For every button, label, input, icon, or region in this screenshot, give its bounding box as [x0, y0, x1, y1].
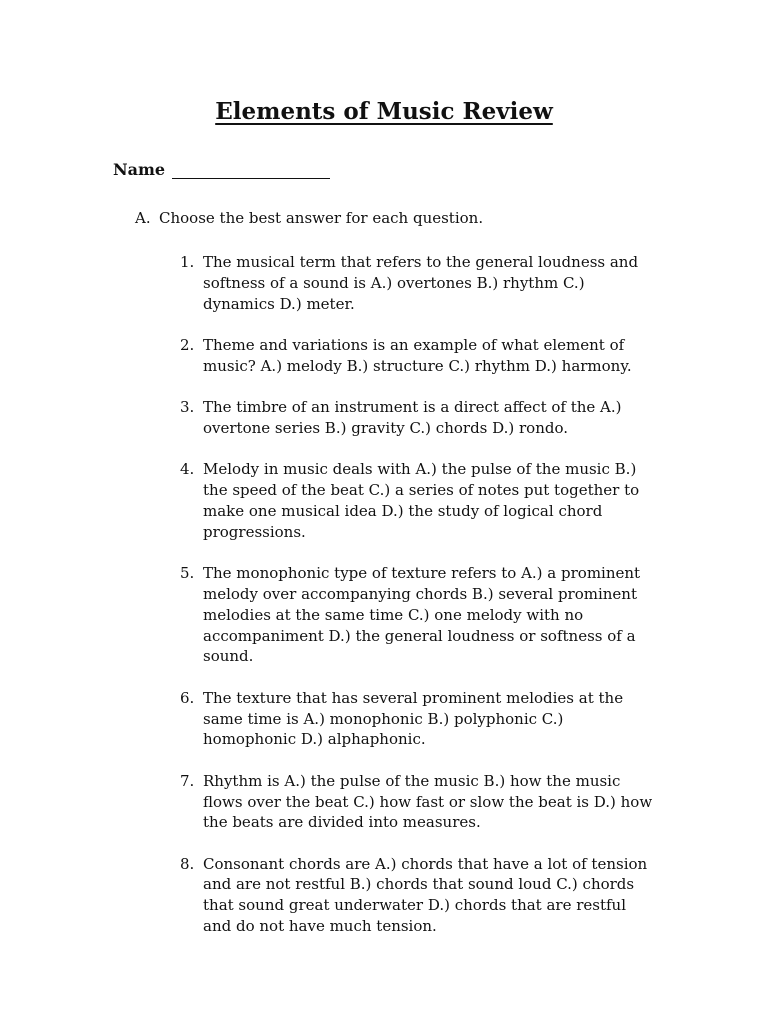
question-item [180, 563, 655, 667]
question-text: The timbre of an instrument is a direct affect of the A.) overtone series B.) gravity C.) chords D.) rondo. [203, 398, 622, 437]
page-title: Elements of Music Review [215, 98, 553, 125]
question-item [180, 397, 655, 439]
question-text: Theme and variations is an example of what element of music? A.) melody B.) structure C.) rhythm D.) harmony. [203, 335, 632, 375]
question-item [180, 854, 655, 937]
question-list [180, 252, 655, 957]
name-label: Name [113, 160, 166, 179]
question-number: 5. [180, 564, 195, 583]
question-text: The texture that has several prominent melodies at the same time is A.) monophonic B.) polyphonic C.) homophonic D.) alphaphonic. [203, 688, 624, 749]
question-number: 7. [180, 771, 195, 790]
question-text: The monophonic type of texture refers to A.) a prominent melody over accompanying chords B.) several prominent melodies at the same time C.) one melody with no accompaniment D.) the general loudness or softness of a sound. [203, 564, 641, 666]
question-number: 4. [180, 460, 195, 479]
question-text: Melody in music deals with A.) the pulse of the music B.) the speed of the beat C.) a series of notes put together to make one musical idea D.) the study of logical chord progressions. [203, 460, 640, 541]
question-number: 2. [180, 335, 195, 354]
name-field-row [113, 160, 330, 179]
question-item [180, 335, 655, 377]
question-item [180, 688, 655, 750]
section-instruction: Choose the best answer for each question. [159, 209, 484, 227]
question-text: Consonant chords are A.) chords that have a lot of tension and are not restful B.) chords that sound loud C.) chords that sound great underwater D.) chords that are restful and do not have much tension. [203, 854, 648, 936]
question-number: 3. [180, 398, 195, 417]
question-text: The musical term that refers to the general loudness and softness of a sound is A.) overtones B.) rhythm C.) dynamics D.) meter. [203, 253, 639, 313]
name-blank-line [172, 160, 330, 179]
question-number: 6. [180, 688, 195, 707]
question-text: Rhythm is A.) the pulse of the music B.) how the music flows over the beat C.) how fast or slow the beat is D.) how the beats are divided into measures. [203, 771, 653, 832]
question-item [180, 252, 655, 314]
question-item [180, 771, 655, 833]
section-letter: A. [135, 209, 151, 227]
section-a-heading [135, 209, 483, 227]
question-number: 8. [180, 854, 195, 873]
question-number: 1. [180, 253, 195, 271]
question-item [180, 459, 655, 542]
